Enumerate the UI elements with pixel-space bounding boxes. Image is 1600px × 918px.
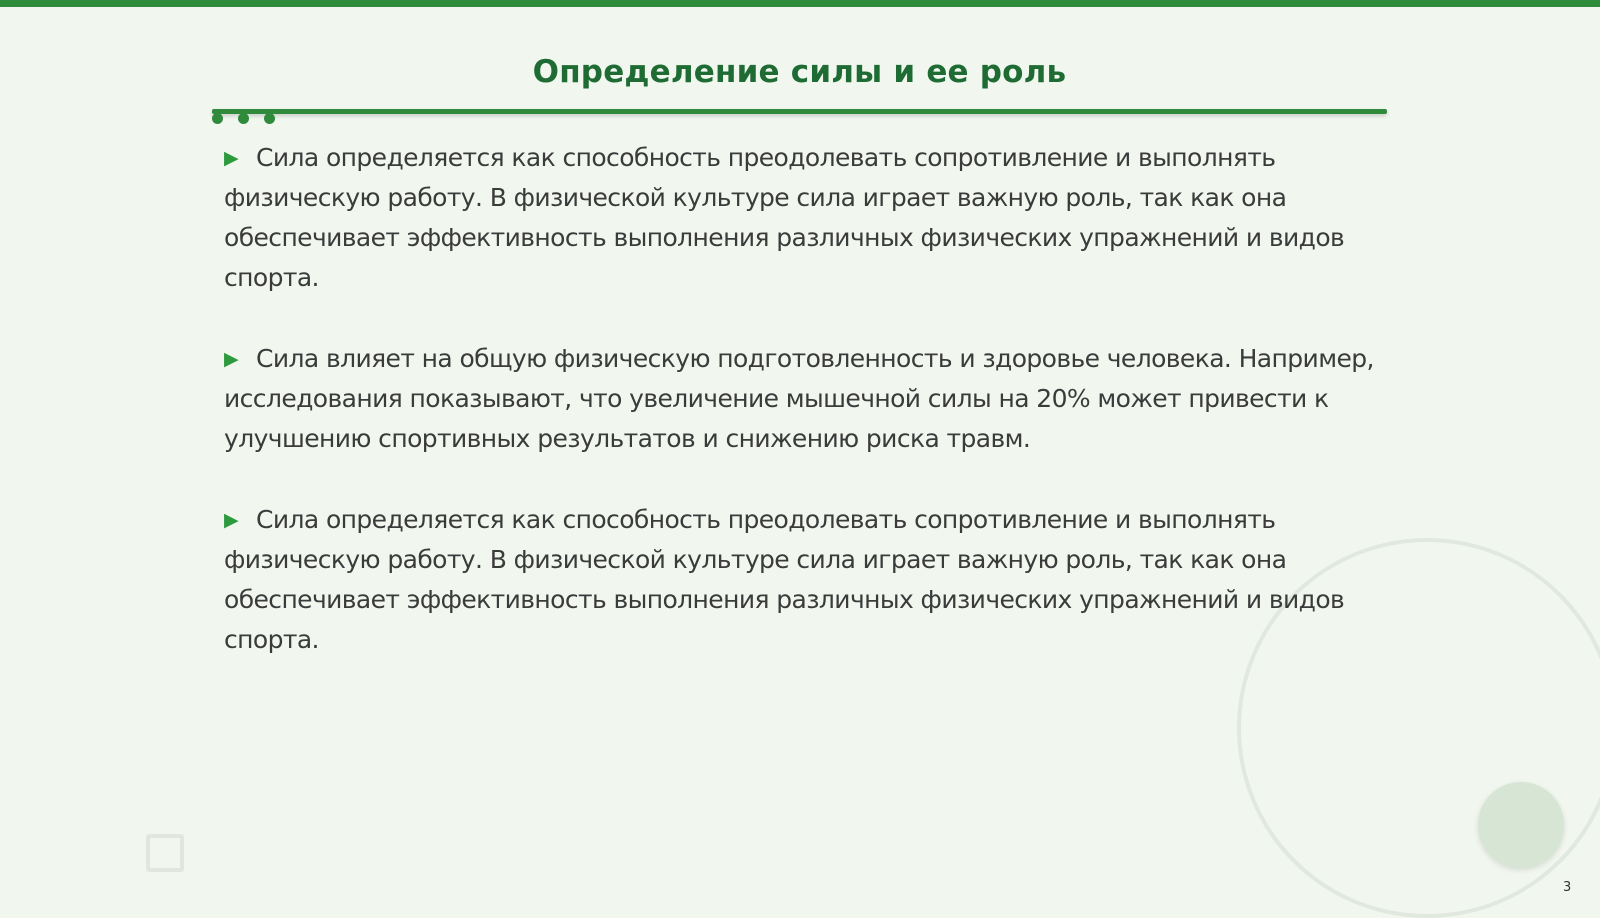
title-underline: [212, 109, 1387, 114]
bullet-paragraph: [224, 339, 1384, 459]
decorative-dot: [238, 113, 249, 124]
bullet-paragraph: [224, 500, 1384, 660]
paragraph-text: Сила определяется как способность преодолевать сопротивление и выполнять физическую работу. В физической культуре сила играет важную роль, так как она обеспечивает эффективность выполнения различных физических упражнений и видов спорта.: [224, 505, 1345, 654]
page-number: 3: [1563, 880, 1572, 895]
decorative-dot: [212, 113, 223, 124]
decorative-square: [146, 834, 184, 872]
decorative-dot: [264, 113, 275, 124]
bullet-paragraph: [224, 138, 1384, 298]
bullet-arrow-icon: ▶: [224, 509, 239, 531]
bullet-arrow-icon: ▶: [224, 348, 239, 370]
paragraph-text: Сила влияет на общую физическую подготовленность и здоровье человека. Например, исследования показывают, что увеличение мышечной силы на 20% может привести к улучшению спортивных результатов и снижению риска травм.: [224, 344, 1374, 453]
top-accent-bar: [0, 0, 1600, 7]
bullet-arrow-icon: ▶: [224, 147, 239, 169]
slide-title: Определение силы и ее роль: [532, 54, 1067, 90]
slide-content: [224, 138, 1384, 701]
paragraph-text: Сила определяется как способность преодолевать сопротивление и выполнять физическую работу. В физической культуре сила играет важную роль, так как она обеспечивает эффективность выполнения различных физических упражнений и видов спорта.: [224, 143, 1345, 292]
decorative-circle: [1478, 782, 1564, 868]
